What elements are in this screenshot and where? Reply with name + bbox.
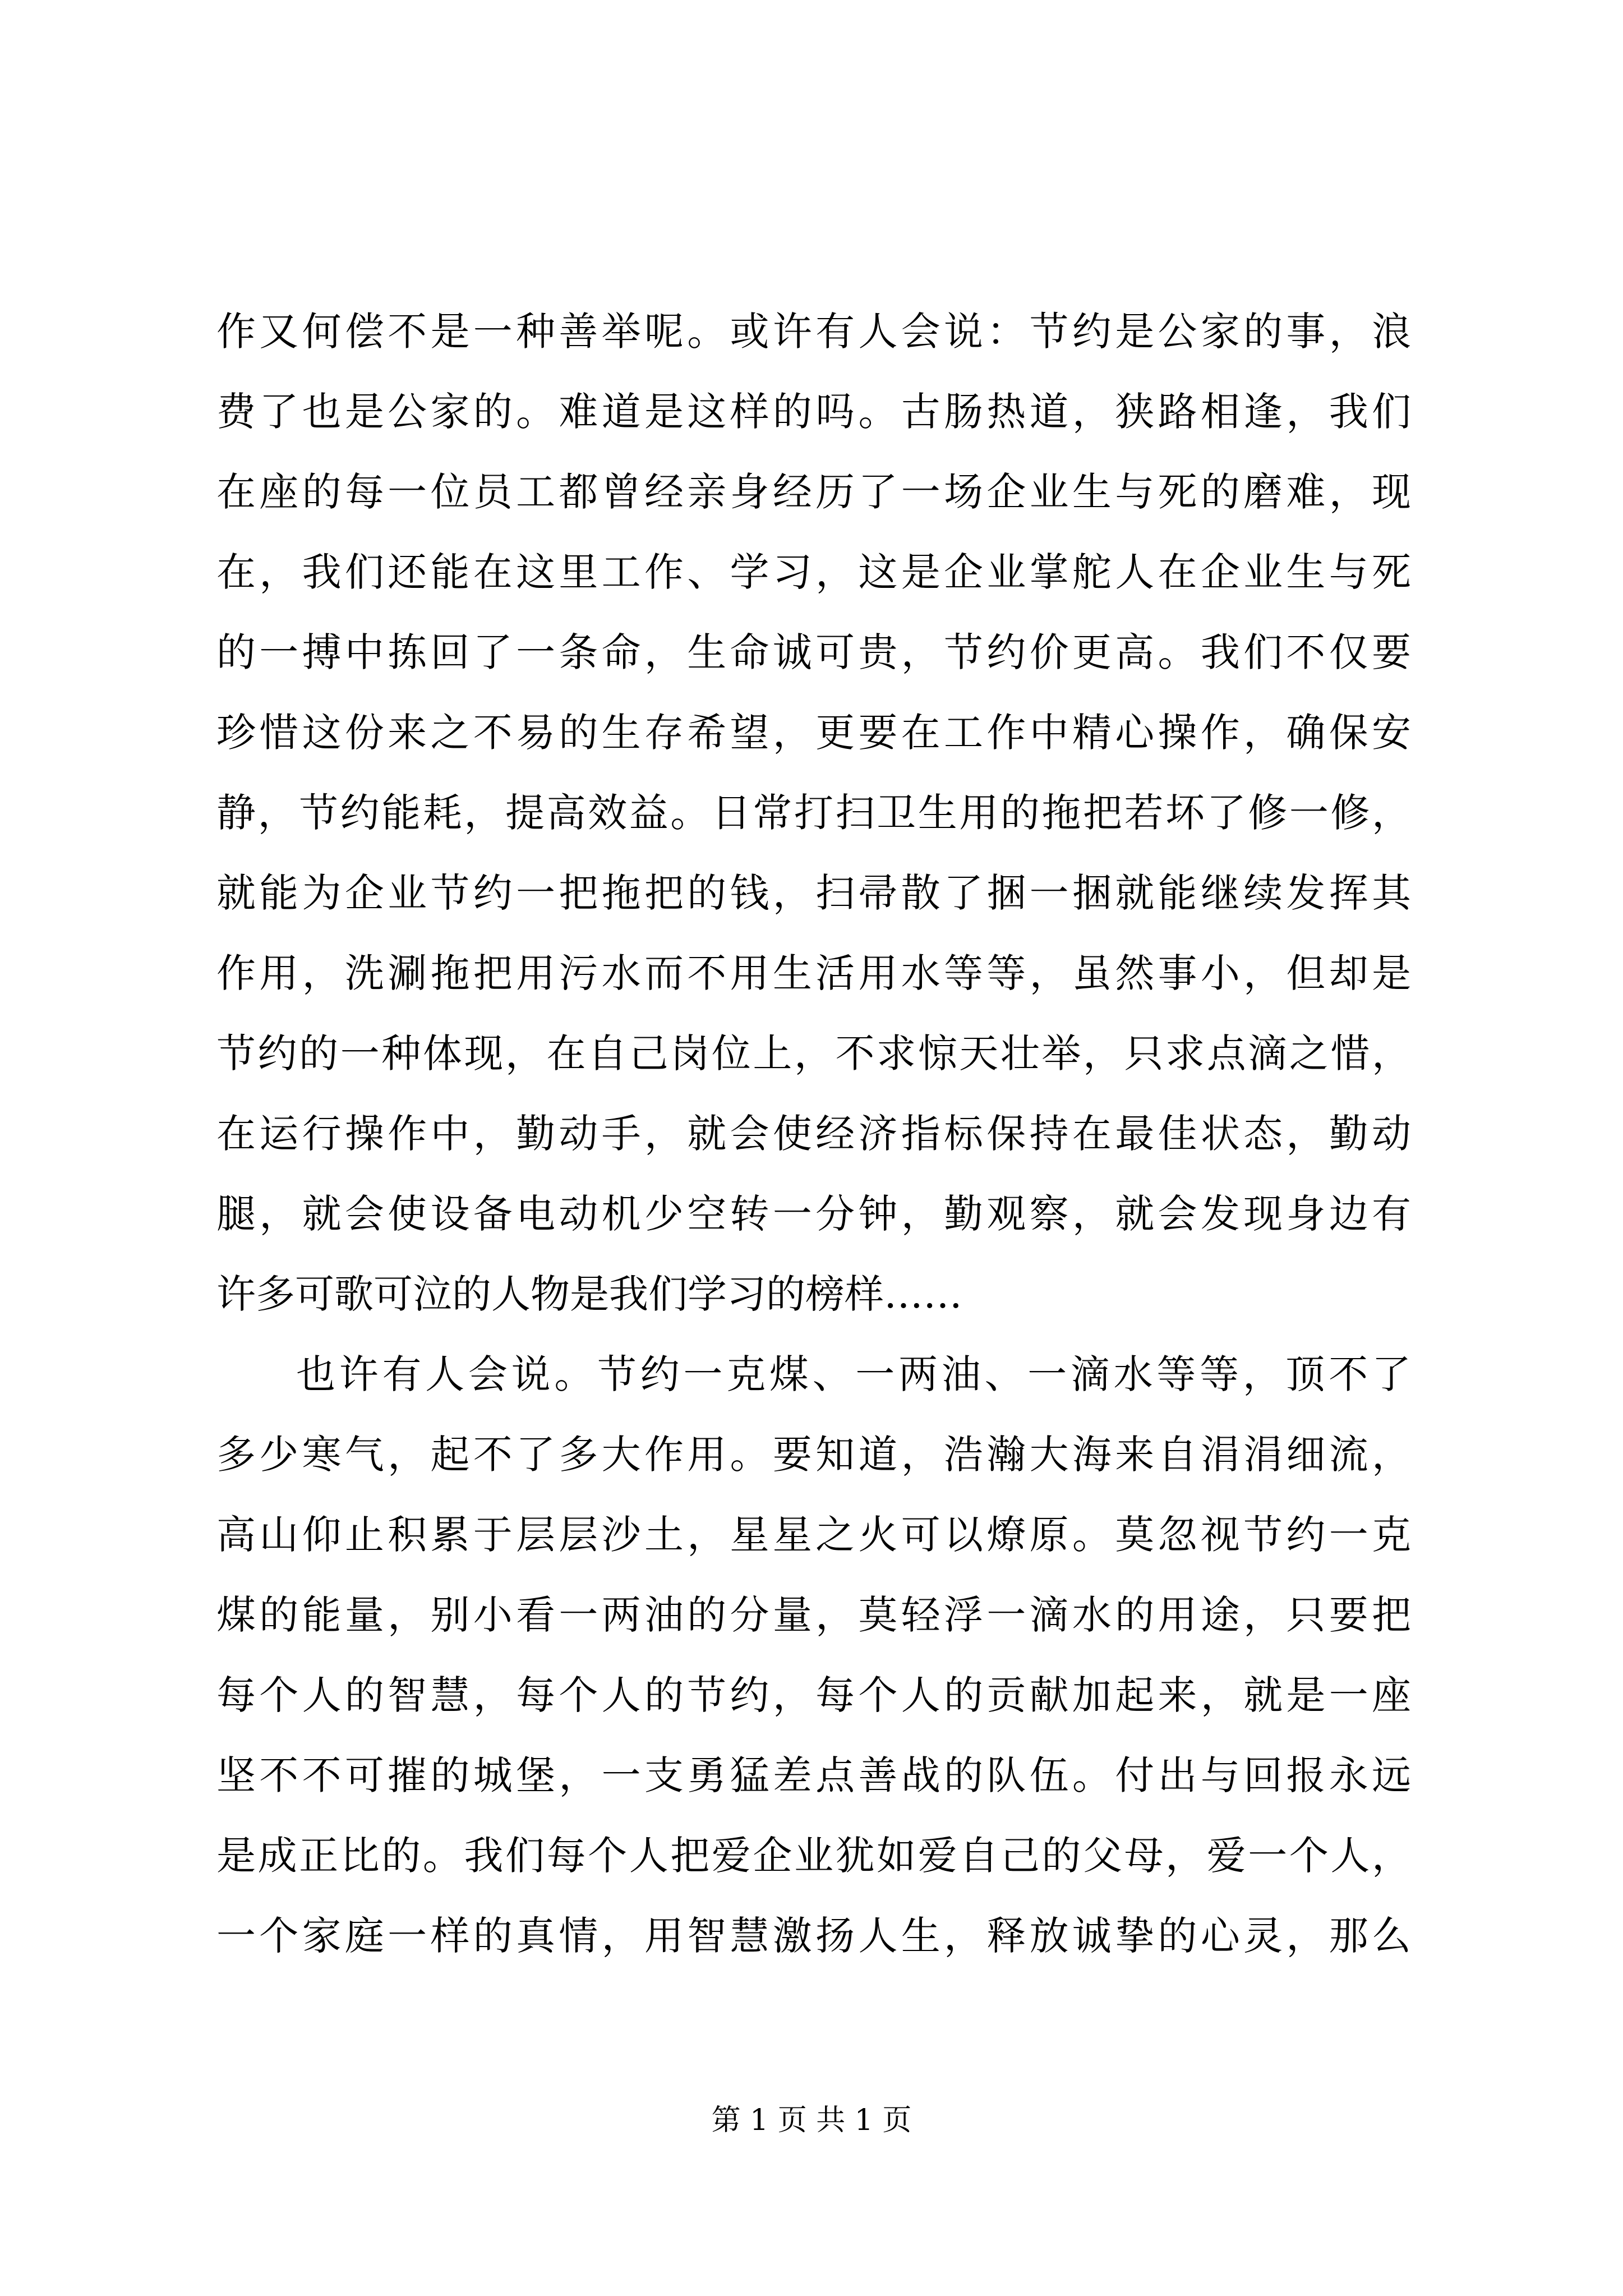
paragraph-2-line-2: 多少寒气，起不了多大作用。要知道，浩瀚大海来自涓涓细流， — [216, 1432, 1411, 1478]
paragraph-1-line-9: 作用，洗涮拖把用污水而不用生活用水等等，虽然事小，但却是 — [216, 950, 1411, 996]
paragraph-1-line-4: 在，我们还能在这里工作、学习，这是企业掌舵人在企业生与死 — [216, 549, 1411, 595]
paragraph-2-line-6: 坚不不可摧的城堡，一支勇猛差点善战的队伍。付出与回报永远 — [216, 1752, 1411, 1798]
paragraph-1-line-3: 在座的每一位员工都曾经亲身经历了一场企业生与死的磨难，现 — [216, 469, 1411, 515]
paragraph-1-line-13: 许多可歌可泣的人物是我们学习的榜样…… — [216, 1271, 962, 1317]
paragraph-2-line-1: 也许有人会说。节约一克煤、一两油、一滴水等等，顶不了 — [296, 1351, 1411, 1397]
paragraph-1-line-1: 作又何偿不是一种善举呢。或许有人会说：节约是公家的事，浪 — [216, 309, 1411, 355]
paragraph-2-line-3: 高山仰止积累于层层沙土，星星之火可以燎原。莫忽视节约一克 — [216, 1512, 1411, 1558]
paragraph-1-line-8: 就能为企业节约一把拖把的钱，扫帚散了捆一捆就能继续发挥其 — [216, 870, 1411, 916]
paragraph-2-line-7: 是成正比的。我们每个人把爱企业犹如爱自己的父母，爱一个人， — [216, 1833, 1411, 1879]
page-number-label: 第 1 页 共 1 页 — [711, 2104, 912, 2137]
paragraph-1-line-12: 腿，就会使设备电动机少空转一分钟，勤观察，就会发现身边有 — [216, 1191, 1411, 1237]
paragraph-2-line-8: 一个家庭一样的真情，用智慧激扬人生，释放诚挚的心灵，那么 — [216, 1913, 1411, 1959]
paragraph-2-line-4: 煤的能量，别小看一两油的分量，莫轻浮一滴水的用途，只要把 — [216, 1592, 1411, 1638]
body-text — [216, 292, 1411, 1976]
paragraph-1-line-7: 静，节约能耗，提高效益。日常打扫卫生用的拖把若坏了修一修， — [216, 790, 1411, 836]
page-footer — [0, 2101, 1623, 2140]
paragraph-1-line-11: 在运行操作中，勤动手，就会使经济指标保持在最佳状态，勤动 — [216, 1111, 1411, 1157]
paragraph-1-line-5: 的一搏中拣回了一条命，生命诚可贵，节约价更高。我们不仅要 — [216, 629, 1411, 675]
paragraph-2-line-5: 每个人的智慧，每个人的节约，每个人的贡献加起来，就是一座 — [216, 1672, 1411, 1718]
paragraph-1-line-10: 节约的一种体现，在自己岗位上，不求惊天壮举，只求点滴之惜， — [216, 1030, 1411, 1076]
paragraph-1-line-6: 珍惜这份来之不易的生存希望，更要在工作中精心操作，确保安 — [216, 710, 1411, 756]
paragraph-1-line-2: 费了也是公家的。难道是这样的吗。古肠热道，狭路相逢，我们 — [216, 389, 1411, 435]
